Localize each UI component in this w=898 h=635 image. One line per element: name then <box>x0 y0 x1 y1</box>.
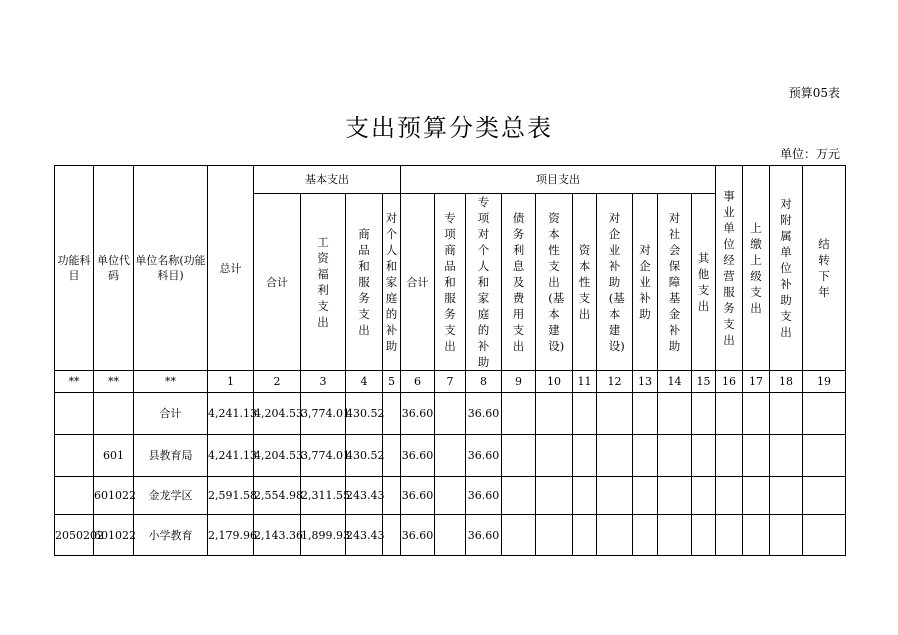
proj-sum-cell: 36.60 <box>401 477 435 515</box>
index-cell: 5 <box>383 371 401 393</box>
col-proj-enterprise-basic: 对企业补助(基本建设) <box>597 194 633 371</box>
empty-cell <box>692 393 716 435</box>
empty-cell <box>658 477 692 515</box>
empty-cell <box>536 393 573 435</box>
func-code-cell: 2050202 <box>55 515 94 556</box>
empty-cell <box>743 393 770 435</box>
unit-name-cell: 县教育局 <box>134 435 208 477</box>
empty-cell <box>597 477 633 515</box>
col-proj-other: 其他支出 <box>692 194 716 371</box>
empty-cell <box>536 435 573 477</box>
proj-goods-cell <box>435 515 466 556</box>
col-proj-enterprise: 对企业补助 <box>633 194 658 371</box>
form-number: 预算05表 <box>788 86 840 100</box>
empty-cell <box>803 393 846 435</box>
col-affiliated: 对附属单位补助支出 <box>770 166 803 371</box>
basic-goods-cell: 430.52 <box>346 393 383 435</box>
empty-cell <box>536 477 573 515</box>
total-cell: 4,241.13 <box>208 435 254 477</box>
total-cell: 2,179.96 <box>208 515 254 556</box>
empty-cell <box>692 477 716 515</box>
proj-sum-cell: 36.60 <box>401 435 435 477</box>
func-code-cell <box>55 393 94 435</box>
proj-subsidy-cell: 36.60 <box>466 393 502 435</box>
col-basic-wages: 工资福利支出 <box>301 194 346 371</box>
col-biz: 事业单位经营服务支出 <box>716 166 743 371</box>
basic-sum-cell: 4,204.53 <box>254 393 301 435</box>
empty-cell <box>692 435 716 477</box>
index-cell: 12 <box>597 371 633 393</box>
col-proj-sum: 合计 <box>401 194 435 371</box>
empty-cell <box>658 393 692 435</box>
basic-sum-cell: 4,204.53 <box>254 435 301 477</box>
empty-cell <box>716 515 743 556</box>
unit-code-cell: 601 <box>94 435 134 477</box>
index-cell: 6 <box>401 371 435 393</box>
empty-cell <box>597 393 633 435</box>
empty-cell <box>743 435 770 477</box>
col-total: 总计 <box>208 166 254 371</box>
col-upper: 上缴上级支出 <box>743 166 770 371</box>
basic-goods-cell: 243.43 <box>346 477 383 515</box>
index-cell: ** <box>94 371 134 393</box>
unit-name-cell: 小学教育 <box>134 515 208 556</box>
index-cell: 1 <box>208 371 254 393</box>
unit-name-cell: 合计 <box>134 393 208 435</box>
col-project-group: 项目支出 <box>401 166 716 194</box>
empty-cell <box>716 477 743 515</box>
proj-sum-cell: 36.60 <box>401 393 435 435</box>
empty-cell <box>633 435 658 477</box>
empty-cell <box>803 515 846 556</box>
empty-cell <box>658 515 692 556</box>
empty-cell <box>573 515 597 556</box>
index-cell: 13 <box>633 371 658 393</box>
proj-goods-cell <box>435 477 466 515</box>
index-cell: 7 <box>435 371 466 393</box>
index-cell: ** <box>55 371 94 393</box>
basic-wages-cell: 3,774.01 <box>301 435 346 477</box>
col-carry: 结转下年 <box>803 166 846 371</box>
empty-cell <box>633 477 658 515</box>
index-cell: ** <box>134 371 208 393</box>
unit-name-cell: 金龙学区 <box>134 477 208 515</box>
col-proj-capital: 资本性支出 <box>573 194 597 371</box>
col-proj-social: 对社会保障基金补助 <box>658 194 692 371</box>
col-unit-name: 单位名称(功能科目) <box>134 166 208 371</box>
index-cell: 8 <box>466 371 502 393</box>
basic-subsidy-cell <box>383 393 401 435</box>
proj-goods-cell <box>435 393 466 435</box>
func-code-cell <box>55 435 94 477</box>
basic-subsidy-cell <box>383 515 401 556</box>
empty-cell <box>573 477 597 515</box>
basic-wages-cell: 2,311.55 <box>301 477 346 515</box>
index-row <box>55 371 846 393</box>
table-row <box>55 477 846 515</box>
empty-cell <box>716 435 743 477</box>
empty-cell <box>502 393 536 435</box>
empty-cell <box>803 477 846 515</box>
col-proj-capital-basic: 资本性支出(基本建设) <box>536 194 573 371</box>
total-cell: 2,591.58 <box>208 477 254 515</box>
col-unit-code: 单位代码 <box>94 166 134 371</box>
empty-cell <box>502 435 536 477</box>
empty-cell <box>502 477 536 515</box>
basic-goods-cell: 243.43 <box>346 515 383 556</box>
proj-goods-cell <box>435 435 466 477</box>
col-proj-subsidy: 专项对个人和家庭的补助 <box>466 194 502 371</box>
table-row <box>55 435 846 477</box>
index-cell: 14 <box>658 371 692 393</box>
index-cell: 4 <box>346 371 383 393</box>
page-title: 支出预算分类总表 <box>345 114 553 142</box>
index-cell: 15 <box>692 371 716 393</box>
empty-cell <box>770 515 803 556</box>
col-proj-debt: 债务利息及费用支出 <box>502 194 536 371</box>
empty-cell <box>658 435 692 477</box>
proj-subsidy-cell: 36.60 <box>466 515 502 556</box>
basic-sum-cell: 2,554.98 <box>254 477 301 515</box>
basic-subsidy-cell <box>383 435 401 477</box>
empty-cell <box>633 393 658 435</box>
col-basic-goods: 商品和服务支出 <box>346 194 383 371</box>
empty-cell <box>743 515 770 556</box>
unit-code-cell: 601022 <box>94 477 134 515</box>
proj-subsidy-cell: 36.60 <box>466 477 502 515</box>
index-cell: 18 <box>770 371 803 393</box>
empty-cell <box>770 393 803 435</box>
col-basic-subsidy: 对个人和家庭的补助 <box>383 194 401 371</box>
col-basic-sum: 合计 <box>254 194 301 371</box>
proj-sum-cell: 36.60 <box>401 515 435 556</box>
unit-label: 单位：万元 <box>779 147 840 161</box>
func-code-cell <box>55 477 94 515</box>
proj-subsidy-cell: 36.60 <box>466 435 502 477</box>
empty-cell <box>770 435 803 477</box>
empty-cell <box>597 435 633 477</box>
basic-subsidy-cell <box>383 477 401 515</box>
index-cell: 16 <box>716 371 743 393</box>
col-proj-goods: 专项商品和服务支出 <box>435 194 466 371</box>
basic-wages-cell: 3,774.01 <box>301 393 346 435</box>
table-row <box>55 515 846 556</box>
empty-cell <box>573 393 597 435</box>
col-basic-group: 基本支出 <box>254 166 401 194</box>
unit-code-cell <box>94 393 134 435</box>
index-cell: 2 <box>254 371 301 393</box>
basic-wages-cell: 1,899.93 <box>301 515 346 556</box>
empty-cell <box>770 477 803 515</box>
index-cell: 19 <box>803 371 846 393</box>
empty-cell <box>633 515 658 556</box>
index-cell: 10 <box>536 371 573 393</box>
index-cell: 17 <box>743 371 770 393</box>
basic-goods-cell: 430.52 <box>346 435 383 477</box>
empty-cell <box>502 515 536 556</box>
col-func-code: 功能科目 <box>55 166 94 371</box>
empty-cell <box>536 515 573 556</box>
index-cell: 11 <box>573 371 597 393</box>
empty-cell <box>597 515 633 556</box>
empty-cell <box>803 435 846 477</box>
empty-cell <box>716 393 743 435</box>
table-row <box>55 393 846 435</box>
empty-cell <box>743 477 770 515</box>
index-cell: 9 <box>502 371 536 393</box>
total-cell: 4,241.13 <box>208 393 254 435</box>
basic-sum-cell: 2,143.36 <box>254 515 301 556</box>
expenditure-table <box>54 165 846 556</box>
empty-cell <box>692 515 716 556</box>
unit-code-cell: 601022 <box>94 515 134 556</box>
index-cell: 3 <box>301 371 346 393</box>
empty-cell <box>573 435 597 477</box>
